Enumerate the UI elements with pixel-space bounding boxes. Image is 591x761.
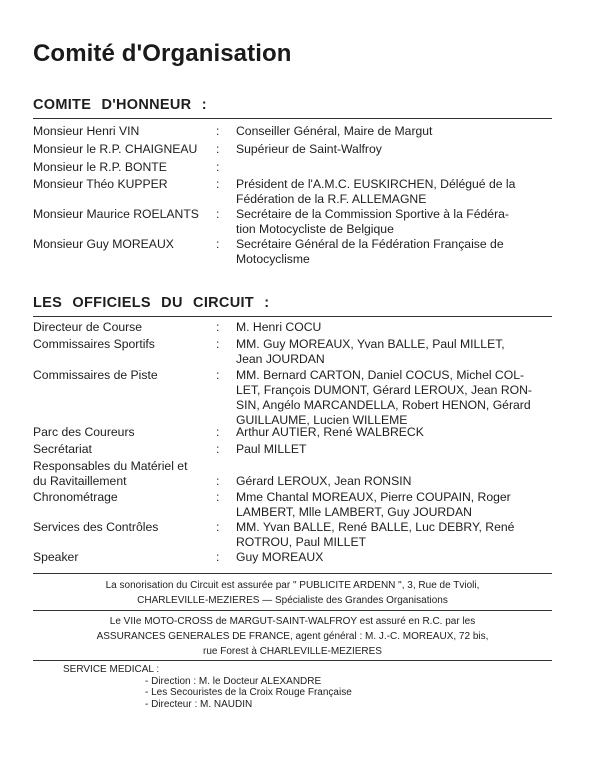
value-line: Conseiller Général, Maire de Margut — [236, 124, 433, 138]
sonorisation-note — [33, 578, 552, 608]
row-label: Monsieur Henri VIN — [33, 124, 140, 138]
note-line: Le VIIe MOTO-CROSS de MARGUT-SAINT-WALFROY est assuré en R.C. par les — [109, 616, 476, 627]
row-colon: : — [216, 337, 220, 351]
row-label: Commissaires Sportifs — [33, 337, 155, 351]
row-colon: : — [216, 177, 220, 191]
note-line: rue Forest à CHARLEVILLE-MEZIERES — [203, 646, 382, 657]
row-value — [236, 520, 553, 550]
value-line: LET, François DUMONT, Gérard LEROUX, Jean RON- — [236, 383, 532, 397]
row-value — [236, 490, 553, 520]
divider — [33, 660, 552, 661]
value-line: Supérieur de Saint-Walfroy — [236, 142, 382, 156]
row-label: Services des Contrôles — [33, 520, 159, 534]
row-colon: : — [216, 550, 220, 564]
row-colon: : — [216, 368, 220, 382]
value-line: Mme Chantal MOREAUX, Pierre COUPAIN, Roger — [236, 490, 511, 504]
row-colon: : — [216, 490, 220, 504]
row-label — [33, 459, 243, 489]
row-colon: : — [216, 474, 220, 488]
row-value — [236, 320, 553, 335]
medical-heading: SERVICE MEDICAL : — [63, 664, 160, 675]
assurance-note — [33, 614, 552, 659]
value-line: Fédération de la R.F. ALLEMAGNE — [236, 192, 427, 206]
row-value — [236, 425, 553, 440]
row-value — [236, 142, 553, 157]
note-line: ASSURANCES GENERALES DE FRANCE, agent général : M. J.-C. MOREAUX, 72 bis, — [96, 631, 489, 642]
value-line: MM. Yvan BALLE, René BALLE, Luc DEBRY, René — [236, 520, 515, 534]
row-value — [236, 550, 553, 565]
row-label-line: Responsables du Matériel et — [33, 459, 188, 473]
row-colon: : — [216, 320, 220, 334]
value-line: Jean JOURDAN — [236, 352, 325, 366]
row-label: Parc des Coureurs — [33, 425, 135, 439]
row-label: Chronométrage — [33, 490, 118, 504]
service-medical — [63, 664, 352, 710]
row-value — [236, 207, 553, 237]
row-value — [236, 474, 553, 489]
value-line: ROTROU, Paul MILLET — [236, 535, 367, 549]
row-colon: : — [216, 142, 220, 156]
row-label: Commissaires de Piste — [33, 368, 158, 382]
value-line: Paul MILLET — [236, 442, 307, 456]
value-line: SIN, Angélo MARCANDELLA, Robert HENON, Gérard — [236, 398, 531, 412]
row-colon: : — [216, 124, 220, 138]
row-label: Directeur de Course — [33, 320, 143, 334]
row-label: Monsieur le R.P. BONTE — [33, 160, 167, 174]
row-colon: : — [216, 160, 220, 174]
value-line: Guy MOREAUX — [236, 550, 324, 564]
value-line: Gérard LEROUX, Jean RONSIN — [236, 474, 412, 488]
section-heading-honneur: COMITE D'HONNEUR : — [33, 97, 207, 113]
medical-item: - Les Secouristes de la Croix Rouge Française — [145, 687, 352, 698]
row-label: Monsieur Théo KUPPER — [33, 177, 168, 191]
note-line: La sonorisation du Circuit est assurée par " PUBLICITE ARDENN ", 3, Rue de Tvioli, — [105, 580, 480, 591]
divider — [33, 573, 552, 574]
section-heading-officiels: LES OFFICIELS DU CIRCUIT : — [33, 295, 270, 311]
value-line: MM. Bernard CARTON, Daniel COCUS, Michel COL- — [236, 368, 525, 382]
row-colon: : — [216, 425, 220, 439]
note-line: CHARLEVILLE-MEZIERES — Spécialiste des Grandes Organisations — [137, 595, 448, 606]
value-line: Secrétaire de la Commission Sportive à la Fédéra- — [236, 207, 509, 221]
value-line: Président de l'A.M.C. EUSKIRCHEN, Délégué de la — [236, 177, 516, 191]
value-line: tion Motocycliste de Belgique — [236, 222, 394, 236]
row-value — [236, 124, 553, 139]
divider — [33, 316, 552, 317]
value-line: GUILLAUME, Lucien WILLEME — [236, 413, 408, 427]
medical-item: - Directeur : M. NAUDIN — [145, 698, 253, 710]
divider — [33, 118, 552, 119]
divider — [33, 610, 552, 611]
medical-item: - Direction : M. le Docteur ALEXANDRE — [145, 675, 322, 687]
value-line: LAMBERT, Mlle LAMBERT, Guy JOURDAN — [236, 505, 472, 519]
row-label: Monsieur le R.P. CHAIGNEAU — [33, 142, 198, 156]
row-label: Monsieur Maurice ROELANTS — [33, 207, 199, 221]
page-title: Comité d'Organisation — [33, 40, 292, 67]
row-colon: : — [216, 442, 220, 456]
row-value — [236, 337, 553, 367]
value-line: MM. Guy MOREAUX, Yvan BALLE, Paul MILLET, — [236, 337, 505, 351]
row-label: Secrétariat — [33, 442, 92, 456]
value-line: M. Henri COCU — [236, 320, 322, 334]
row-label: Monsieur Guy MOREAUX — [33, 237, 174, 251]
row-colon: : — [216, 237, 220, 251]
value-line: Arthur AUTIER, René WALBRECK — [236, 425, 424, 439]
row-value — [236, 237, 553, 267]
row-value — [236, 177, 553, 207]
value-line: Secrétaire Général de la Fédération Française de — [236, 237, 504, 251]
row-label-line: du Ravitaillement — [33, 474, 127, 488]
row-colon: : — [216, 520, 220, 534]
value-line: Motocyclisme — [236, 252, 310, 266]
row-label: Speaker — [33, 550, 79, 564]
row-colon: : — [216, 207, 220, 221]
row-value — [236, 368, 553, 428]
row-value — [236, 442, 553, 457]
